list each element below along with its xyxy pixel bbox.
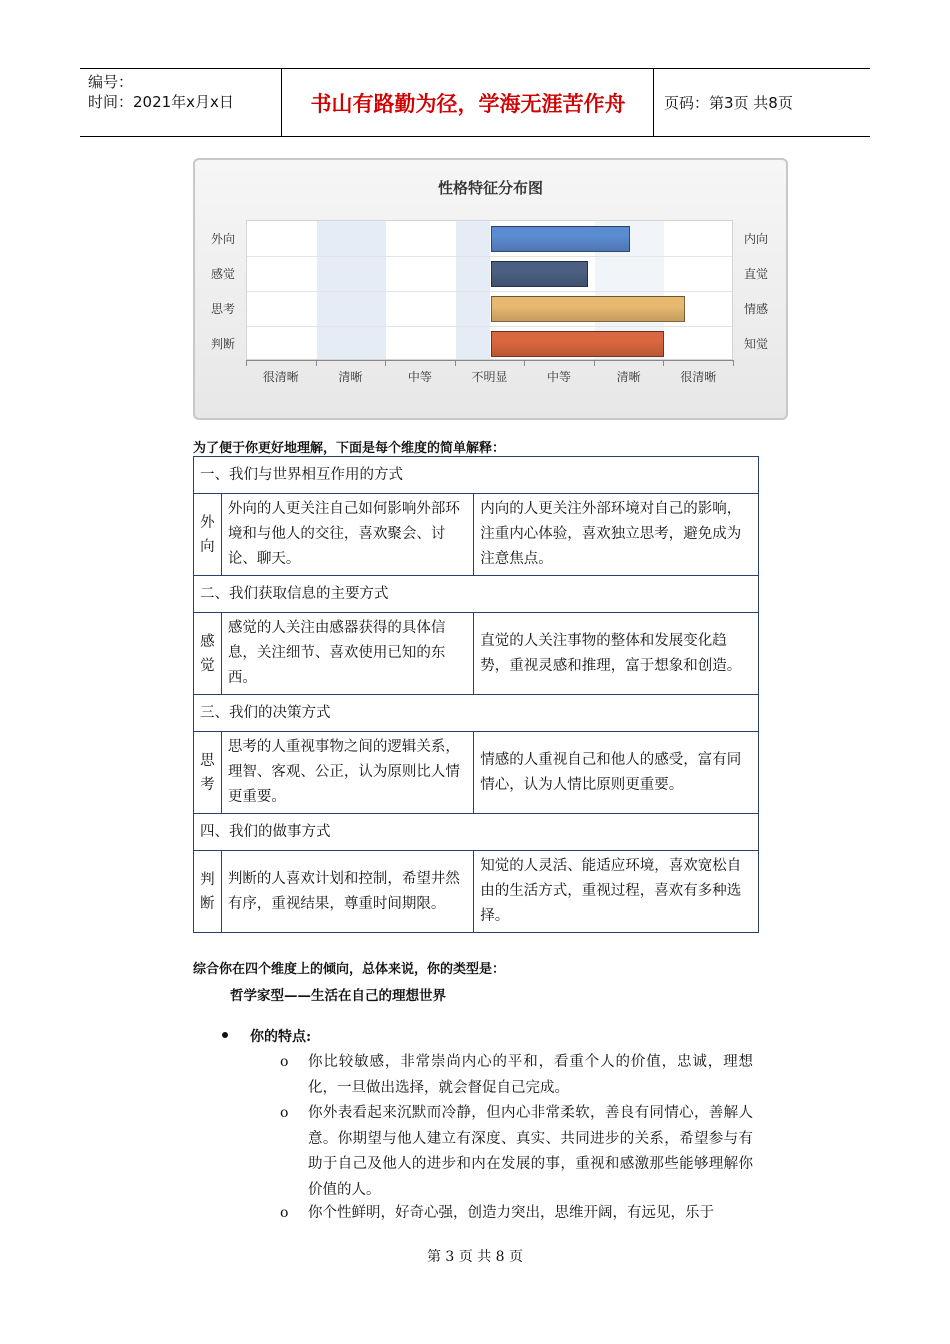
list-marker: o [280,1105,289,1121]
header-motto: 书山有路勤为径，学海无涯苦作舟 [283,69,654,136]
dimension-section-row [194,695,759,732]
dimension-detail-row [194,732,759,814]
chart-tick [594,360,595,366]
dimension-left-text: 判断的人喜欢计划和控制，希望井然有序，重视结果，尊重时间期限。 [221,851,473,933]
chart-tick-label: 中等 [547,370,572,384]
chart-tick-label: 清晰 [616,370,641,384]
chart-left-label: 判断 [211,336,236,351]
trait-item: 你外表看起来沉默而冷静，但内心非常柔软，善良有同情心，善解人意。你期望与他人建立有深度、真实、共同进步的关系，希望参与有助于自己及他人的进步和内在发展的事，重视和感激那些能够理解你价值的人。 [308,1105,753,1198]
traits-heading: 你的特点: [250,1029,312,1045]
chart-plot-area [246,220,733,360]
chart-right-label: 直觉 [744,266,769,281]
chart-right-label: 内向 [744,231,769,246]
chart-right-label: 知觉 [744,336,769,351]
chart-tick-label: 很清晰 [262,370,299,384]
personality-chart [193,158,788,420]
chart-tick [246,360,247,366]
chart-tick-label: 不明显 [471,370,508,384]
chart-x-axis [246,360,733,361]
chart-tick-label: 很清晰 [680,370,717,384]
header-page-info: 页码：第3页 共8页 [664,94,793,112]
number-label: 编号： [88,73,134,91]
page-footer: 第 3 页 共 8 页 [426,1249,524,1265]
dimension-section-title: 四、我们的做事方式 [194,814,759,851]
chart-bar [491,296,686,322]
dimension-section-title: 一、我们与世界相互作用的方式 [194,457,759,494]
list-marker: o [280,1205,289,1221]
header-meta [80,69,282,136]
chart-left-label: 感觉 [211,266,236,281]
chart-tick-label: 中等 [407,370,432,384]
chart-tick [385,360,386,366]
dimension-key: 思 考 [194,732,222,814]
chart-band [456,221,491,359]
dimension-key: 判 断 [194,851,222,933]
chart-tick [455,360,456,366]
dimension-section-title: 三、我们的决策方式 [194,695,759,732]
chart-tick [316,360,317,366]
dimension-section-row [194,814,759,851]
chart-tick [733,360,734,366]
chart-gridline [247,326,732,327]
page-header [80,68,870,137]
chart-bar [491,226,630,252]
dimension-detail-row [194,613,759,695]
chart-tick [524,360,525,366]
chart-left-label: 思考 [211,301,236,316]
dimension-key: 外 向 [194,494,222,576]
dimension-section-row [194,576,759,613]
dimension-section-title: 二、我们获取信息的主要方式 [194,576,759,613]
summary-text: 综合你在四个维度上的倾向，总体来说，你的类型是： [193,962,506,977]
dimension-key: 感 觉 [194,613,222,695]
bullet-icon [222,1032,228,1038]
chart-tick-label: 清晰 [338,370,363,384]
dimension-left-text: 感觉的人关注由感器获得的具体信息，关注细节、喜欢使用已知的东西。 [221,613,473,695]
dimension-right-text: 直觉的人关注事物的整体和发展变化趋势，重视灵感和推理，富于想象和创造。 [474,613,759,695]
list-marker: o [280,1054,289,1070]
intro-text: 为了便于你更好地理解，下面是每个维度的简单解释： [193,441,506,456]
dimension-section-row [194,457,759,494]
chart-tick [663,360,664,366]
chart-right-label: 情感 [744,301,769,316]
dimension-right-text: 知觉的人灵活、能适应环境，喜欢宽松自由的生活方式，重视过程，喜欢有多种选择。 [474,851,759,933]
trait-item: 你个性鲜明，好奇心强，创造力突出，思维开阔，有远见，乐于 [308,1205,714,1221]
dimension-left-text: 外向的人更关注自己如何影响外部环境和与他人的交往，喜欢聚会、讨论、聊天。 [221,494,473,576]
dimension-right-text: 内向的人更关注外部环境对自己的影响，注重内心体验，喜欢独立思考，避免成为注意焦点。 [474,494,759,576]
type-name: 哲学家型——生活在自己的理想世界 [230,988,446,1004]
chart-title: 性格特征分布图 [437,179,543,197]
dimension-left-text: 思考的人重视事物之间的逻辑关系，理智、客观、公正，认为原则比人情更重要。 [221,732,473,814]
dimension-detail-row [194,851,759,933]
chart-gridline [247,291,732,292]
chart-gridline [247,256,732,257]
dimension-right-text: 情感的人重视自己和他人的感受，富有同情心，认为人情比原则更重要。 [474,732,759,814]
trait-item: 你比较敏感，非常崇尚内心的平和，看重个人的价值，忠诚，理想化，一旦做出选择，就会督促自己完成。 [308,1054,753,1096]
chart-left-label: 外向 [211,231,236,246]
chart-band [317,221,387,359]
dimension-table [193,456,759,933]
chart-bar [491,331,665,357]
chart-bar [491,261,588,287]
date-label: 时间：2021年x月x日 [88,93,234,111]
dimension-detail-row [194,494,759,576]
